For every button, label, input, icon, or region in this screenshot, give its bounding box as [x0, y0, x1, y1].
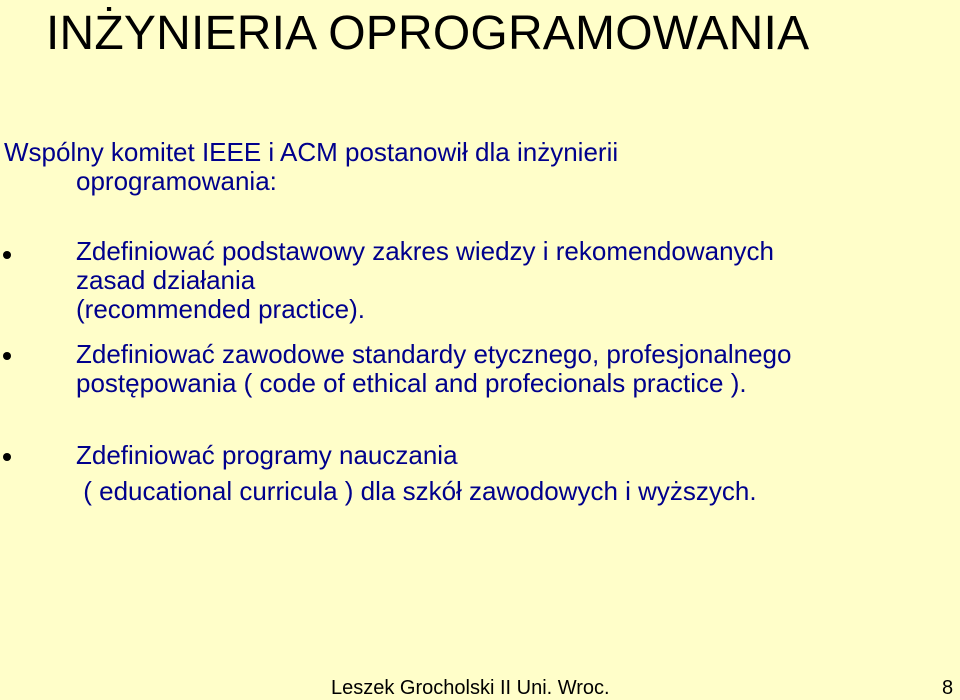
bullet-dot-icon — [3, 453, 11, 461]
page-number: 8 — [942, 677, 954, 699]
bullet-dot-icon — [3, 352, 11, 360]
footer-author: Leszek Grocholski II Uni. Wroc. — [331, 677, 610, 699]
bullet-text-1 — [76, 237, 774, 324]
bullet-text-3 — [76, 441, 757, 506]
bullet-1-line-2-b: (recommended practice). — [76, 294, 365, 324]
bullet-2-line-2: postępowania ( code of ethical and profecionals practice ). — [76, 368, 747, 398]
bullet-text-2 — [76, 340, 791, 398]
slide-title: INŻYNIERIA OPROGRAMOWANIA — [46, 7, 810, 60]
intro-line-2: oprogramowania: — [76, 166, 277, 196]
bullet-1-line-2 — [76, 266, 774, 324]
bullet-1-line-1: Zdefiniować podstawowy zakres wiedzy i rekomendowanych — [76, 236, 774, 266]
bullet-2-line-1: Zdefiniować zawodowe standardy etycznego, profesjonalnego — [76, 339, 792, 369]
bullet-1-line-2-a: zasad działania — [76, 265, 256, 295]
bullet-3-line-2: ( educational curricula ) dla szkół zawodowych i wyższych. — [76, 476, 757, 506]
intro-line-1: Wspólny komitet IEEE i ACM postanowił dla inżynierii — [4, 137, 619, 167]
intro-text — [4, 138, 618, 196]
bullet-3-line-1: Zdefiniować programy nauczania — [76, 440, 458, 470]
bullet-dot-icon — [3, 251, 11, 259]
